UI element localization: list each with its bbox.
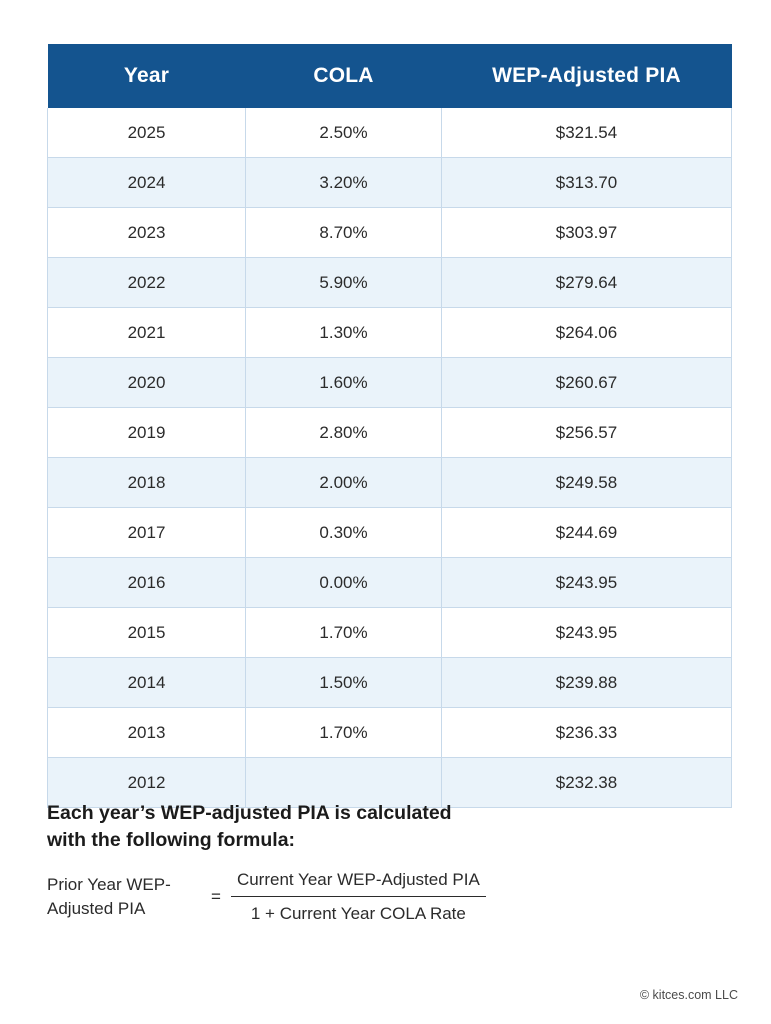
cell-pia: $260.67 [442,358,732,408]
table-row [48,608,732,658]
formula-equals-sign: = [211,886,221,906]
cell-year: 2015 [48,608,246,658]
cell-pia: $256.57 [442,408,732,458]
cell-year: 2024 [48,158,246,208]
cell-year: 2025 [48,108,246,158]
formula-denominator: 1 + Current Year COLA Rate [250,903,466,923]
cell-year: 2023 [48,208,246,258]
cell-cola: 1.60% [246,358,442,408]
formula-fraction [231,870,486,924]
table-row [48,558,732,608]
cell-year: 2017 [48,508,246,558]
cell-year: 2021 [48,308,246,358]
table-row [48,158,732,208]
cell-cola: 1.30% [246,308,442,358]
cell-year: 2012 [48,758,246,808]
table-row [48,408,732,458]
cell-pia: $239.88 [442,658,732,708]
cell-pia: $303.97 [442,208,732,258]
cell-year: 2018 [48,458,246,508]
cell-cola: 3.20% [246,158,442,208]
formula-numerator: Current Year WEP-Adjusted PIA [236,869,480,889]
cell-cola: 5.90% [246,258,442,308]
cell-cola: 2.00% [246,458,442,508]
table-row [48,358,732,408]
cell-pia: $232.38 [442,758,732,808]
cell-cola: 0.00% [246,558,442,608]
cell-year: 2022 [48,258,246,308]
table-header [48,44,732,108]
formula-title: Each year’s WEP-adjusted PIA is calculated with the following formula: [47,802,452,851]
formula-section [47,800,737,924]
cola-table-container [47,44,725,808]
cell-year: 2019 [48,408,246,458]
cell-pia: $249.58 [442,458,732,508]
table-row [48,658,732,708]
cell-cola: 0.30% [246,508,442,558]
table-row [48,258,732,308]
column-header-cola: COLA [246,44,442,108]
cell-cola: 1.70% [246,708,442,758]
table-row [48,708,732,758]
formula-left-side: Prior Year WEP-Adjusted PIA [47,875,171,918]
table-row [48,308,732,358]
column-header-wep-adjusted-pia: WEP-Adjusted PIA [442,44,732,108]
cell-pia: $243.95 [442,558,732,608]
cell-pia: $279.64 [442,258,732,308]
cell-cola: 2.80% [246,408,442,458]
cell-pia: $236.33 [442,708,732,758]
cell-cola: 2.50% [246,108,442,158]
cell-pia: $264.06 [442,308,732,358]
cell-pia: $244.69 [442,508,732,558]
cell-year: 2016 [48,558,246,608]
cell-year: 2020 [48,358,246,408]
table-row [48,208,732,258]
cell-year: 2014 [48,658,246,708]
cell-cola: 1.70% [246,608,442,658]
cell-year: 2013 [48,708,246,758]
formula-equation [47,870,737,924]
cell-cola: 8.70% [246,208,442,258]
table-row [48,108,732,158]
cola-table [47,44,732,808]
column-header-year: Year [48,44,246,108]
table-row [48,508,732,558]
cell-cola: 1.50% [246,658,442,708]
cell-pia: $243.95 [442,608,732,658]
cell-pia: $321.54 [442,108,732,158]
copyright-credit: © kitces.com LLC [639,988,738,1002]
table-row [48,458,732,508]
table-header-row [48,44,732,108]
cell-pia: $313.70 [442,158,732,208]
table-body [48,108,732,808]
